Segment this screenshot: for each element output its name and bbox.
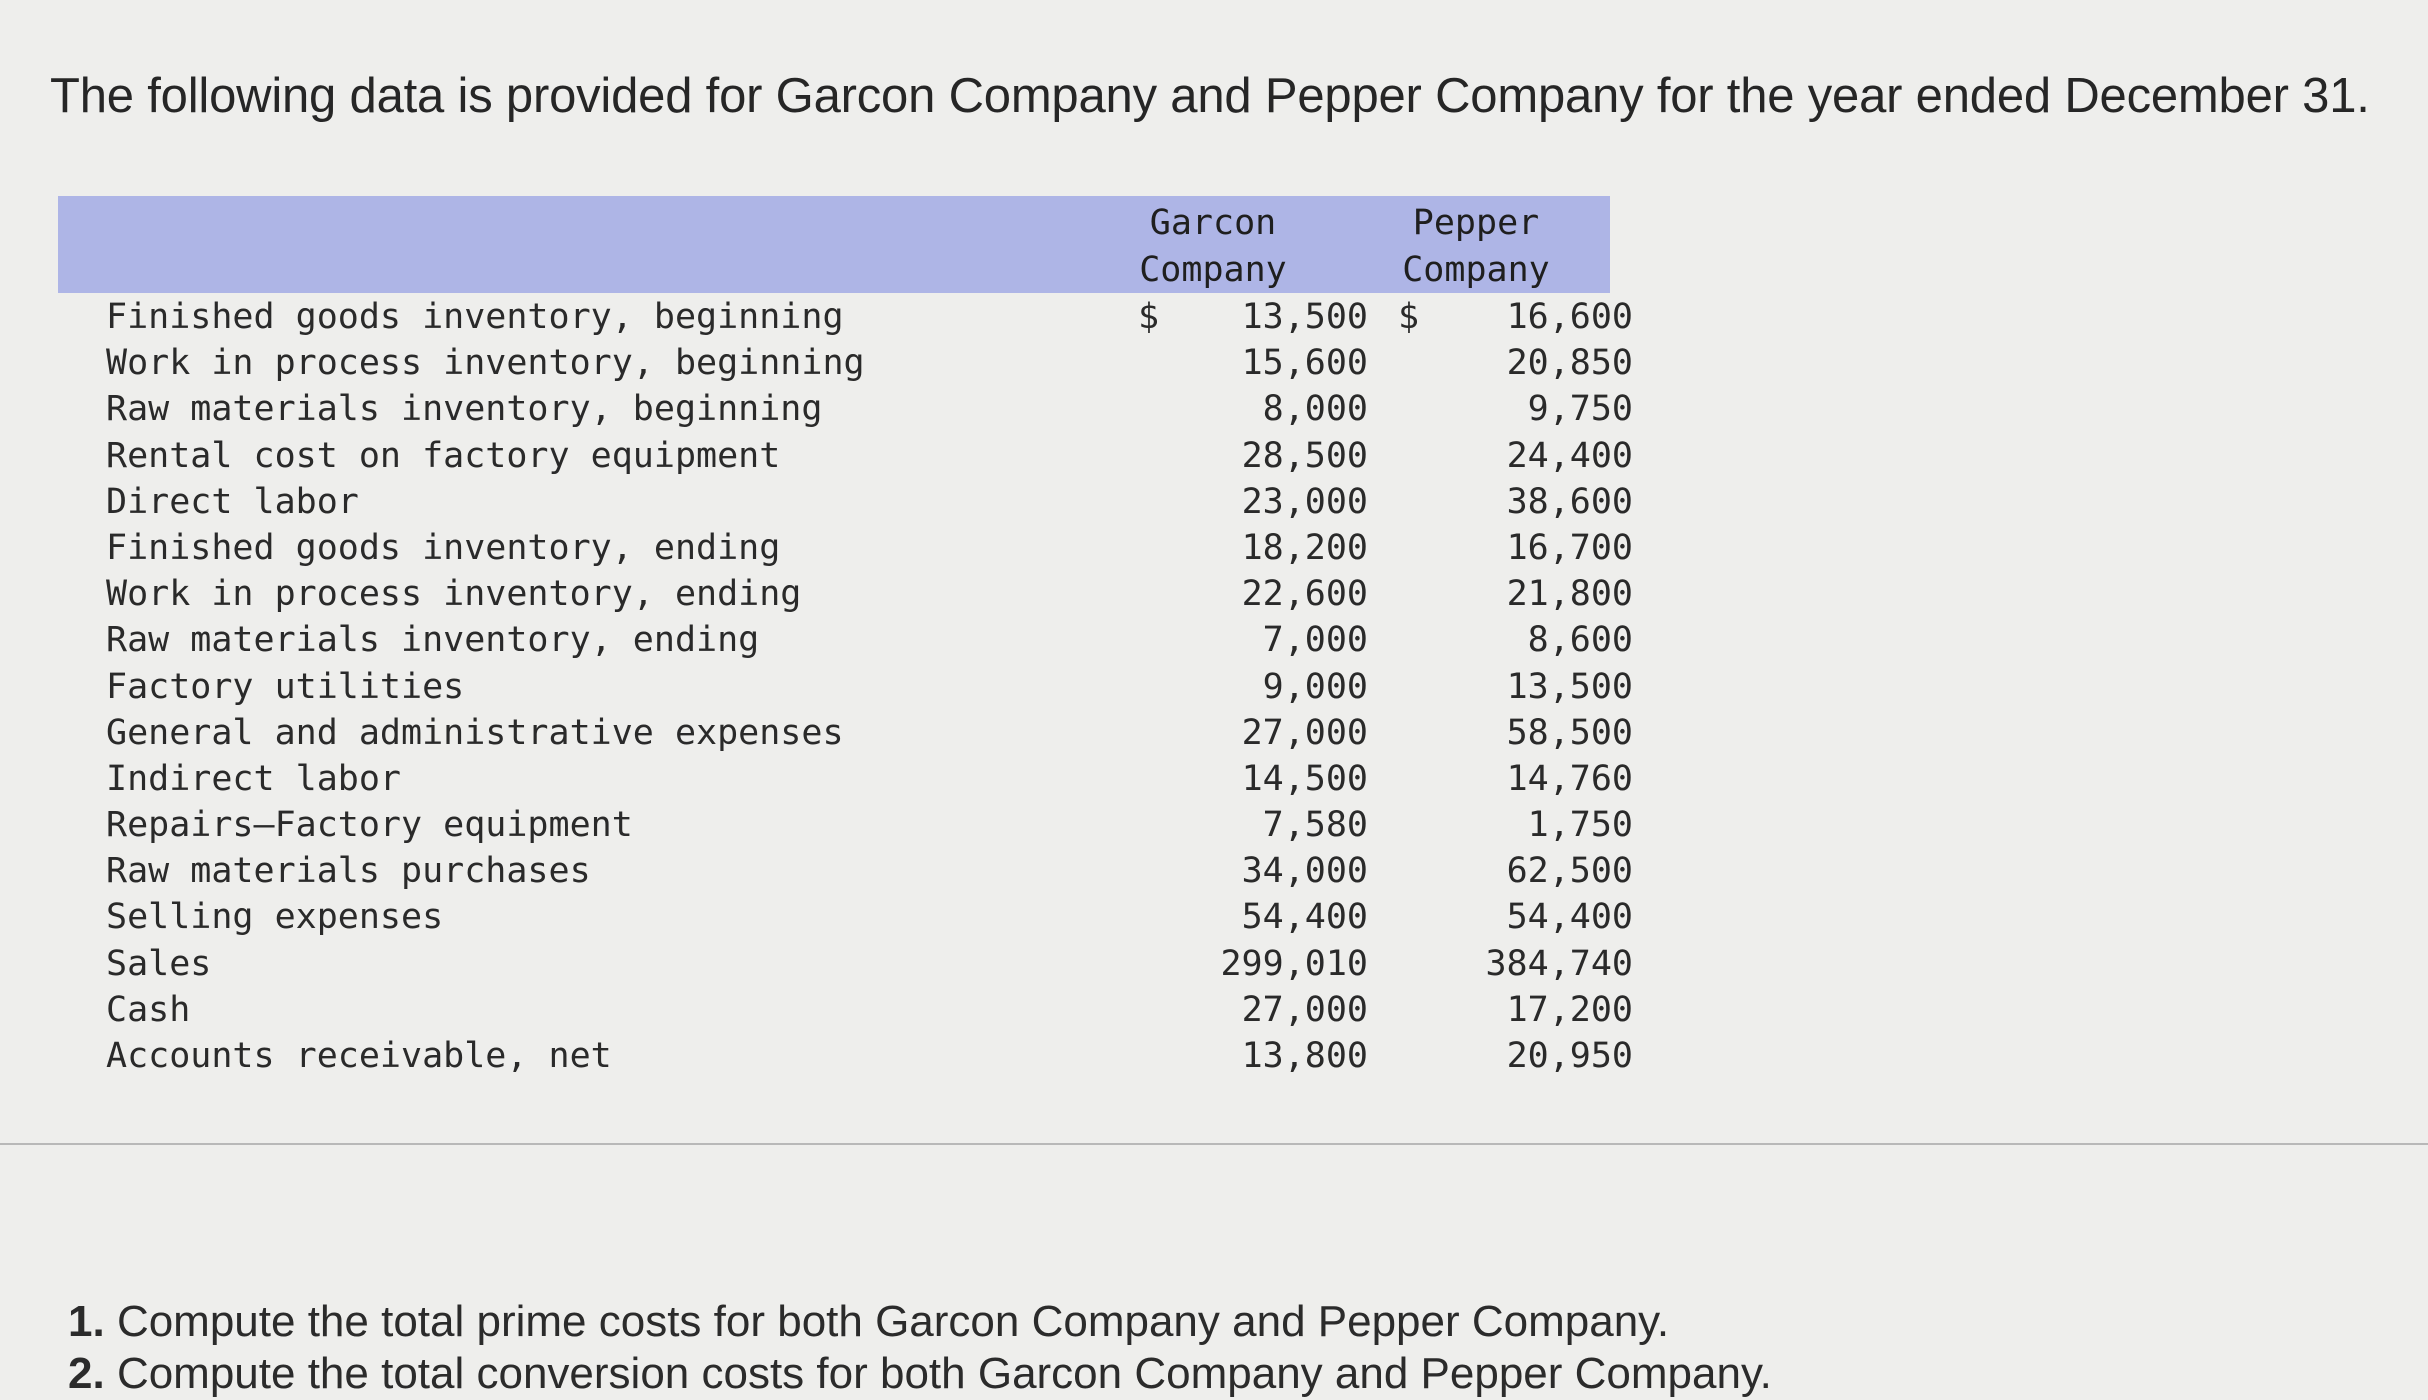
garcon-value <box>1138 1033 1368 1079</box>
garcon-amount: 54,400 <box>1241 897 1368 938</box>
pepper-value <box>1398 571 1633 617</box>
currency-symbol: $ <box>1138 297 1160 337</box>
garcon-value <box>1138 433 1368 479</box>
pepper-value <box>1398 617 1633 663</box>
column-header-garcon-line2: Company <box>1139 250 1287 290</box>
pepper-value <box>1398 710 1633 756</box>
garcon-value <box>1138 756 1368 802</box>
row-label: Factory utilities <box>106 666 465 707</box>
pepper-amount: 20,850 <box>1506 343 1633 384</box>
row-label: Work in process inventory, ending <box>106 574 802 615</box>
column-header-pepper <box>1371 200 1581 294</box>
garcon-value <box>1138 340 1368 386</box>
row-label: Direct labor <box>106 481 359 522</box>
pepper-value <box>1398 941 1633 987</box>
garcon-amount: 8,000 <box>1262 389 1368 430</box>
pepper-amount: 17,200 <box>1506 989 1633 1030</box>
garcon-value <box>1138 941 1368 987</box>
table-row <box>58 756 1633 802</box>
garcon-amount: 22,600 <box>1241 574 1368 615</box>
garcon-amount: 9,000 <box>1262 666 1368 707</box>
pepper-amount: 14,760 <box>1506 758 1633 799</box>
table-row <box>58 571 1633 617</box>
pepper-amount: 24,400 <box>1506 435 1633 476</box>
table-row <box>58 294 1633 340</box>
column-header-pepper-line1: Pepper <box>1412 203 1540 243</box>
garcon-value <box>1138 479 1368 525</box>
garcon-amount: 28,500 <box>1241 435 1368 476</box>
pepper-amount: 16,700 <box>1506 527 1633 568</box>
table-row <box>58 479 1633 525</box>
row-label: Selling expenses <box>106 897 444 938</box>
pepper-amount: 9,750 <box>1527 389 1633 430</box>
pepper-value <box>1398 987 1633 1033</box>
garcon-amount: 15,600 <box>1241 343 1368 384</box>
intro-text: The following data is provided for Garcon Company and Pepper Company for the year ended December 31. <box>50 69 2370 123</box>
pepper-value <box>1398 1033 1633 1079</box>
row-label: Finished goods inventory, ending <box>106 527 781 568</box>
row-label: Cash <box>106 989 191 1030</box>
question-item <box>68 1296 1772 1348</box>
garcon-amount: 7,000 <box>1262 620 1368 661</box>
garcon-value <box>1138 802 1368 848</box>
table-row <box>58 848 1633 894</box>
pepper-value <box>1398 664 1633 710</box>
garcon-amount: 7,580 <box>1262 805 1368 846</box>
garcon-amount: 14,500 <box>1241 758 1368 799</box>
pepper-value <box>1398 894 1633 940</box>
garcon-value <box>1138 710 1368 756</box>
pepper-amount: 1,750 <box>1527 805 1633 846</box>
garcon-amount: 34,000 <box>1241 851 1368 892</box>
question-item <box>68 1348 1772 1400</box>
section-divider <box>0 1143 2428 1145</box>
pepper-amount: 62,500 <box>1506 851 1633 892</box>
garcon-value <box>1138 525 1368 571</box>
question-number: 2. <box>68 1349 105 1398</box>
garcon-amount: 27,000 <box>1241 712 1368 753</box>
garcon-amount: 13,800 <box>1241 1036 1368 1076</box>
pepper-value <box>1398 802 1633 848</box>
table-row <box>58 386 1633 432</box>
row-label: Sales <box>106 943 212 984</box>
row-label: Indirect labor <box>106 758 402 799</box>
pepper-amount: 384,740 <box>1485 943 1633 984</box>
garcon-amount: 27,000 <box>1241 989 1368 1030</box>
question-text: Compute the total prime costs for both Garcon Company and Pepper Company. <box>116 1297 1670 1346</box>
column-header-garcon-line1: Garcon <box>1149 203 1277 243</box>
garcon-value <box>1138 894 1368 940</box>
row-label: Accounts receivable, net <box>106 1036 612 1076</box>
garcon-value <box>1138 664 1368 710</box>
row-label: Raw materials purchases <box>106 851 591 892</box>
pepper-amount: 58,500 <box>1506 712 1633 753</box>
column-header-pepper-line2: Company <box>1402 250 1550 290</box>
pepper-amount: 38,600 <box>1506 481 1633 522</box>
question-number: 1. <box>68 1297 105 1346</box>
pepper-value <box>1398 848 1633 894</box>
garcon-value <box>1138 294 1368 340</box>
pepper-amount: 21,800 <box>1506 574 1633 615</box>
question-list <box>68 1296 1772 1400</box>
garcon-amount: 299,010 <box>1220 943 1368 984</box>
table-row <box>58 1033 1633 1079</box>
pepper-value <box>1398 340 1633 386</box>
pepper-value <box>1398 756 1633 802</box>
garcon-value <box>1138 571 1368 617</box>
row-label: Raw materials inventory, beginning <box>106 389 823 430</box>
pepper-value <box>1398 294 1633 340</box>
pepper-amount: 54,400 <box>1506 897 1633 938</box>
row-label: Rental cost on factory equipment <box>106 435 781 476</box>
table-row <box>58 433 1633 479</box>
pepper-amount: 13,500 <box>1506 666 1633 707</box>
pepper-amount: 20,950 <box>1506 1036 1633 1076</box>
table-row <box>58 894 1633 940</box>
table-body <box>58 294 1633 1079</box>
column-header-garcon <box>1108 200 1318 294</box>
row-label: Finished goods inventory, beginning <box>106 297 844 337</box>
table-row <box>58 941 1633 987</box>
garcon-amount: 13,500 <box>1241 297 1368 337</box>
pepper-value <box>1398 525 1633 571</box>
garcon-amount: 23,000 <box>1241 481 1368 522</box>
row-label: Repairs—Factory equipment <box>106 805 633 846</box>
pepper-amount: 8,600 <box>1527 620 1633 661</box>
garcon-amount: 18,200 <box>1241 527 1368 568</box>
pepper-value <box>1398 479 1633 525</box>
table-row <box>58 987 1633 1033</box>
table-row <box>58 710 1633 756</box>
pepper-amount: 16,600 <box>1506 297 1633 337</box>
table-row <box>58 664 1633 710</box>
currency-symbol: $ <box>1398 297 1420 337</box>
garcon-value <box>1138 386 1368 432</box>
garcon-value <box>1138 987 1368 1033</box>
pepper-value <box>1398 433 1633 479</box>
garcon-value <box>1138 617 1368 663</box>
pepper-value <box>1398 386 1633 432</box>
table-row <box>58 617 1633 663</box>
row-label: General and administrative expenses <box>106 712 844 753</box>
table-row <box>58 340 1633 386</box>
row-label: Raw materials inventory, ending <box>106 620 760 661</box>
table-row <box>58 802 1633 848</box>
table-row <box>58 525 1633 571</box>
garcon-value <box>1138 848 1368 894</box>
question-text: Compute the total conversion costs for both Garcon Company and Pepper Company. <box>116 1349 1772 1398</box>
row-label: Work in process inventory, beginning <box>106 343 865 384</box>
